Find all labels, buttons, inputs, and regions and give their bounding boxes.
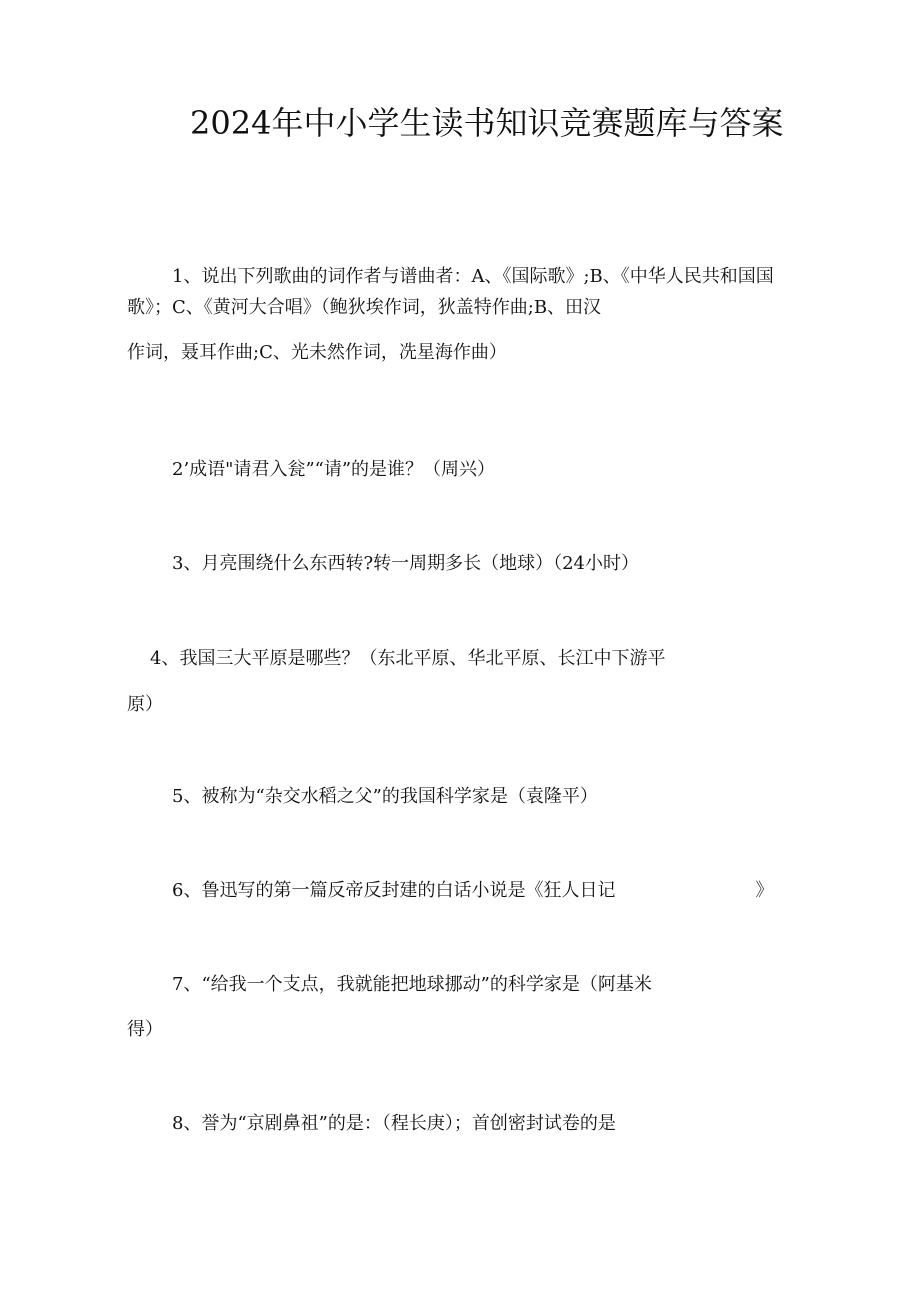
question-1-line-3: 作词，聂耳作曲;C、光未然作词，冼星海作曲）: [127, 342, 507, 363]
question-7-line-2: 得）: [127, 1019, 163, 1040]
question-4-line-2: 原）: [127, 694, 163, 715]
question-2-line-1: 2’成语"请君入瓮”“请”的是谁？（周兴）: [172, 459, 496, 480]
question-1-line-2: 歌》；C、《黄河大合唱》（鲍狄埃作词，狄盖特作曲;B、田汉: [127, 297, 602, 318]
page-title: 2024年中小学生读书知识竞赛题库与答案: [190, 104, 784, 142]
question-3-line-1: 3、月亮围绕什么东西转?转一周期多长（地球）（24小时）: [172, 553, 640, 574]
question-5-line-1: 5、被称为“杂交水稻之父”的我国科学家是（袁隆平）: [172, 786, 598, 807]
question-6-line-1: [172, 880, 773, 902]
question-1-line-1: 1、说出下列歌曲的词作者与谱曲者：A、《国际歌》;B、《中华人民共和国国: [172, 266, 774, 287]
question-8-line-1: 8、誉为“京剧鼻祖”的是：（程长庚）；首创密封试卷的是: [172, 1113, 616, 1134]
question-6-text: 6、鲁迅写的第一篇反帝反封建的白话小说是《狂人日记: [172, 880, 616, 901]
question-4-line-1: 4、我国三大平原是哪些？（东北平原、华北平原、长江中下游平: [150, 648, 666, 669]
question-7-line-1: 7、“给我一个支点，我就能把地球挪动”的科学家是（阿基米: [172, 974, 652, 995]
question-6-closing-bracket: 》: [755, 880, 774, 901]
